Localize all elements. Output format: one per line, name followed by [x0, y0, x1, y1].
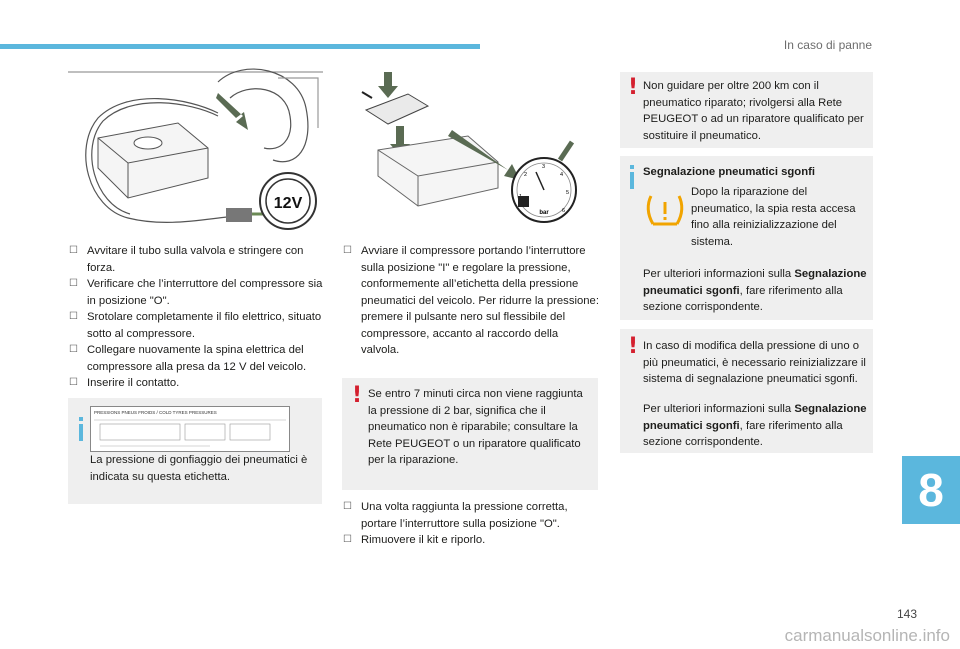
step-ignition: ☐ Inserire il contatto.: [69, 375, 324, 392]
press-arrow: [378, 72, 398, 98]
pressure-warning-box: [342, 378, 598, 490]
switch-drawing: [362, 92, 428, 124]
step-unroll-cable: ☐ Srotolare completamente il filo elettrico, situato sotto al compressore.: [69, 309, 324, 342]
gauge-tick-5: 5: [566, 190, 570, 196]
tyre-pressure-label-image: [90, 406, 290, 452]
underinflation-info-box: [620, 156, 873, 320]
arrow-to-valve: [216, 93, 248, 130]
step-screw-hose: ☐ Avvitare il tubo sulla valvola e stringere con forza.: [69, 243, 324, 276]
gauge-unit: bar: [539, 210, 549, 216]
warning-icon: !: [628, 75, 639, 100]
underinflation-more-info: Per ulteriori informazioni sulla Segnalazione pneumatici sgonfi, fare riferimento alla sezione corrispondente.: [643, 268, 867, 313]
step-switch-off: ☐ Una volta raggiunta la pressione corretta, portare l’interruttore sulla posizione "O".: [343, 499, 599, 532]
tyre-label-info-box: [68, 398, 322, 504]
12v-label: 12V: [273, 195, 303, 212]
underinflation-title: Segnalazione pneumatici sgonfi: [643, 166, 815, 178]
tyre-label-text: PRESSIONS PNEUS FROIDS / COLD TYRES PRESSURES: [94, 410, 217, 415]
reset-warning-box: [620, 329, 873, 453]
step-remove-kit: ☐ Rimuovere il kit e riporlo.: [343, 532, 599, 549]
tyre-warning-lamp-icon: [645, 192, 685, 228]
section-title: In caso di panne: [783, 38, 872, 52]
step-plug-12v: ☐ Collegare nuovamente la spina elettrica del compressore alla presa da 12 V del veicolo.: [69, 342, 324, 375]
page-number: 143: [896, 607, 917, 621]
middle-steps-after: [343, 499, 599, 549]
plug-drawing: [226, 208, 264, 222]
underinflation-link-text: Segnalazione pneumatici sgonfi: [643, 268, 867, 297]
tyre-label-caption: La pressione di gonfiaggio dei pneumatici è indicata su questa etichetta.: [90, 454, 308, 483]
gauge-tick-4: 4: [560, 172, 564, 178]
compressor-drawing: [98, 123, 208, 198]
reset-link-text: Segnalazione pneumatici sgonfi: [643, 403, 867, 432]
compressor-connection-illustration: [68, 68, 323, 235]
warning-icon: !: [352, 383, 363, 408]
info-icon: [79, 424, 83, 441]
underinflation-lamp-text: Dopo la riparazione del pneumatico, la spia resta accesa fino alla reinizializzazione del sistema.: [691, 186, 856, 248]
reset-more-info: Per ulteriori informazioni sulla Segnalazione pneumatici sgonfi, fare riferimento alla sezione corrispondente.: [643, 403, 867, 448]
gauge-hose: [560, 142, 572, 160]
warning-icon: !: [628, 334, 639, 359]
step-check-switch: ☐ Verificare che l’interruttore del compressore sia in posizione "O".: [69, 276, 324, 309]
gauge-tick-3: 3: [542, 164, 546, 170]
step-start-compressor: ☐ Avviare il compressore portando l’interruttore sulla posizione "I" e regolare la pressione, conformemente all’etichetta della pressione pneumatici del veicolo. Per ridurre la pressione: premere il pulsante nero sul flessibile del compressore, accanto al raccordo della valvola.: [343, 243, 599, 359]
left-steps: [69, 243, 324, 392]
distance-warning-text: Non guidare per oltre 200 km con il pneumatico riparato; rivolgersi alla Rete PEUGEOT o ad un riparatore qualificato per sostituire il pneumatico.: [643, 80, 864, 142]
distance-warning-box: [620, 72, 873, 148]
middle-steps: [343, 243, 599, 359]
pressure-warning-text: Se entro 7 minuti circa non viene raggiunta la pressione di 2 bar, significa che il pneumatico non è riparabile; consultare la Rete PEUGEOT o un riparatore qualificato per la riparazione.: [368, 388, 583, 466]
reset-warning-text: In caso di modifica della pressione di uno o più pneumatici, è necessario reinizializzare il sistema di segnalazione pneumatici sgonfi.: [643, 340, 866, 385]
gauge-button: [518, 196, 529, 207]
chapter-tab: 8: [902, 456, 960, 524]
top-accent-bar: [0, 44, 480, 49]
gauge-tick-6: 6: [562, 208, 566, 214]
watermark: carmanualsonline.info: [784, 626, 950, 645]
gauge-tick-2: 2: [524, 172, 528, 178]
info-icon: [630, 172, 634, 189]
compressor-gauge-illustration: [348, 72, 598, 234]
